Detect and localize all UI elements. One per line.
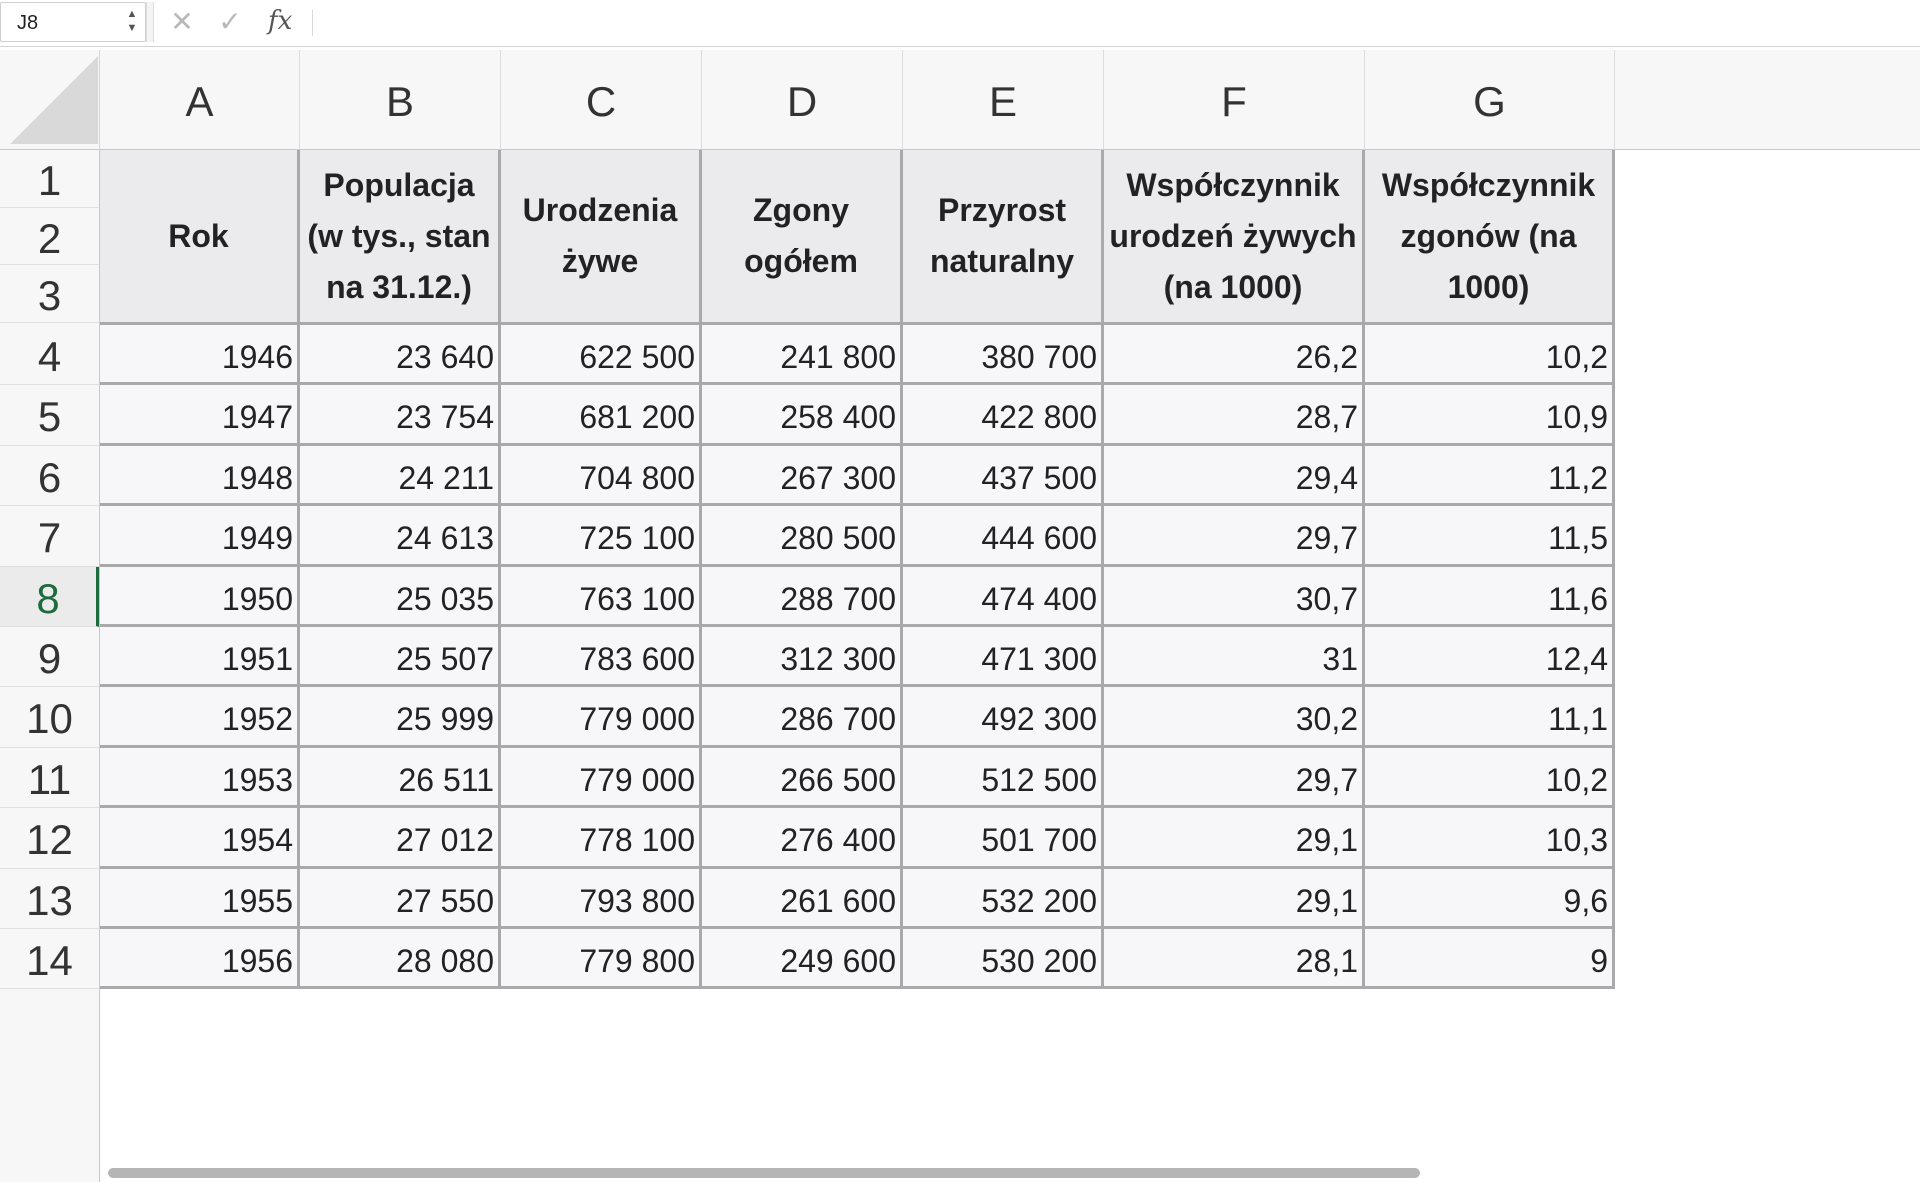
cell-e10[interactable]: 492 300: [903, 687, 1104, 747]
cell-c14[interactable]: 779 800: [501, 929, 702, 989]
name-box-stepper-icon[interactable]: ▲ ▼: [126, 8, 138, 34]
cell-b8[interactable]: 25 035: [300, 567, 501, 627]
cell-e8[interactable]: 474 400: [903, 567, 1104, 627]
cell-c6[interactable]: 704 800: [501, 446, 702, 506]
cell-b13[interactable]: 27 550: [300, 869, 501, 929]
cell-g7[interactable]: 11,5: [1365, 506, 1615, 566]
name-box[interactable]: [0, 2, 146, 42]
select-all-corner[interactable]: [0, 50, 100, 150]
cell-g5[interactable]: 10,9: [1365, 385, 1615, 445]
cell-f5[interactable]: 28,7: [1104, 385, 1365, 445]
row-header-8[interactable]: 8: [0, 567, 99, 627]
spreadsheet-grid: [0, 50, 1920, 1182]
row-header-4[interactable]: 4: [0, 325, 99, 385]
cell-f8[interactable]: 30,7: [1104, 567, 1365, 627]
row-header-11[interactable]: 11: [0, 748, 99, 808]
cell-a6[interactable]: 1948: [100, 446, 300, 506]
name-box-value: J8: [17, 12, 39, 34]
row-header-12[interactable]: 12: [0, 808, 99, 868]
header-cell-g[interactable]: Współczynnik zgonów (na 1000): [1365, 150, 1615, 325]
cancel-icon[interactable]: ✕: [170, 6, 194, 37]
cell-b9[interactable]: 25 507: [300, 627, 501, 687]
cell-c5[interactable]: 681 200: [501, 385, 702, 445]
cell-f12[interactable]: 29,1: [1104, 808, 1365, 868]
formula-bar-separator: [312, 10, 313, 36]
cell-c8[interactable]: 763 100: [501, 567, 702, 627]
cell-b11[interactable]: 26 511: [300, 748, 501, 808]
cell-b6[interactable]: 24 211: [300, 446, 501, 506]
column-header-a[interactable]: A: [100, 50, 300, 149]
cell-e11[interactable]: 512 500: [903, 748, 1104, 808]
formula-input[interactable]: [320, 4, 1920, 42]
cell-b4[interactable]: 23 640: [300, 325, 501, 385]
cell-d9[interactable]: 312 300: [702, 627, 903, 687]
cell-d8[interactable]: 288 700: [702, 567, 903, 627]
column-header-f[interactable]: F: [1104, 50, 1365, 149]
select-all-triangle-icon: [10, 56, 98, 144]
cell-a8[interactable]: 1950: [100, 567, 300, 627]
row-header-14[interactable]: 14: [0, 929, 99, 989]
cell-d14[interactable]: 249 600: [702, 929, 903, 989]
row-header-3[interactable]: 3: [0, 265, 99, 323]
column-header-e[interactable]: E: [903, 50, 1104, 149]
cell-f13[interactable]: 29,1: [1104, 869, 1365, 929]
cell-a11[interactable]: 1953: [100, 748, 300, 808]
column-header-d[interactable]: D: [702, 50, 903, 149]
cell-d13[interactable]: 261 600: [702, 869, 903, 929]
cell-e9[interactable]: 471 300: [903, 627, 1104, 687]
cell-d4[interactable]: 241 800: [702, 325, 903, 385]
cell-g9[interactable]: 12,4: [1365, 627, 1615, 687]
cell-d11[interactable]: 266 500: [702, 748, 903, 808]
cell-f4[interactable]: 26,2: [1104, 325, 1365, 385]
row-header-5[interactable]: 5: [0, 385, 99, 445]
cell-c10[interactable]: 779 000: [501, 687, 702, 747]
cell-e13[interactable]: 532 200: [903, 869, 1104, 929]
cell-a10[interactable]: 1952: [100, 687, 300, 747]
row-header-1[interactable]: 1: [0, 150, 99, 208]
cell-a4[interactable]: 1946: [100, 325, 300, 385]
cell-f7[interactable]: 29,7: [1104, 506, 1365, 566]
cell-a13[interactable]: 1955: [100, 869, 300, 929]
cell-g12[interactable]: 10,3: [1365, 808, 1615, 868]
cell-e14[interactable]: 530 200: [903, 929, 1104, 989]
cell-g8[interactable]: 11,6: [1365, 567, 1615, 627]
horizontal-scrollbar[interactable]: [108, 1168, 1420, 1178]
row-headers: [0, 150, 100, 1182]
row-header-13[interactable]: 13: [0, 869, 99, 929]
cell-g6[interactable]: 11,2: [1365, 446, 1615, 506]
cell-g11[interactable]: 10,2: [1365, 748, 1615, 808]
cell-f11[interactable]: 29,7: [1104, 748, 1365, 808]
cell-g13[interactable]: 9,6: [1365, 869, 1615, 929]
cell-d6[interactable]: 267 300: [702, 446, 903, 506]
cell-d5[interactable]: 258 400: [702, 385, 903, 445]
column-header-b[interactable]: B: [300, 50, 501, 149]
cell-a14[interactable]: 1956: [100, 929, 300, 989]
cell-b10[interactable]: 25 999: [300, 687, 501, 747]
cell-e7[interactable]: 444 600: [903, 506, 1104, 566]
cell-e4[interactable]: 380 700: [903, 325, 1104, 385]
cell-f6[interactable]: 29,4: [1104, 446, 1365, 506]
column-header-c[interactable]: C: [501, 50, 702, 149]
formula-bar-divider[interactable]: [146, 2, 154, 42]
header-cell-d[interactable]: Zgony ogółem: [702, 150, 903, 325]
header-cell-e[interactable]: Przyrost naturalny: [903, 150, 1104, 325]
cell-f14[interactable]: 28,1: [1104, 929, 1365, 989]
cell-a5[interactable]: 1947: [100, 385, 300, 445]
cell-g14[interactable]: 9: [1365, 929, 1615, 989]
enter-check-icon[interactable]: ✓: [218, 6, 242, 37]
header-cell-a[interactable]: Rok: [100, 150, 300, 325]
cell-a9[interactable]: 1951: [100, 627, 300, 687]
cell-a7[interactable]: 1949: [100, 506, 300, 566]
cell-e6[interactable]: 437 500: [903, 446, 1104, 506]
cell-a12[interactable]: 1954: [100, 808, 300, 868]
row-header-10[interactable]: 10: [0, 687, 99, 747]
cell-c13[interactable]: 793 800: [501, 869, 702, 929]
row-header-2[interactable]: 2: [0, 208, 99, 265]
header-cell-b[interactable]: Populacja (w tys., stan na 31.12.): [300, 150, 501, 325]
cell-c4[interactable]: 622 500: [501, 325, 702, 385]
cell-e12[interactable]: 501 700: [903, 808, 1104, 868]
row-header-9[interactable]: 9: [0, 627, 99, 687]
cell-g10[interactable]: 11,1: [1365, 687, 1615, 747]
cell-d7[interactable]: 280 500: [702, 506, 903, 566]
cell-grid: [100, 150, 1920, 1182]
column-header-g[interactable]: G: [1365, 50, 1615, 149]
cell-f9[interactable]: 31: [1104, 627, 1365, 687]
cell-c12[interactable]: 778 100: [501, 808, 702, 868]
cell-d10[interactable]: 286 700: [702, 687, 903, 747]
row-header-6[interactable]: 6: [0, 446, 99, 506]
cell-d12[interactable]: 276 400: [702, 808, 903, 868]
header-cell-f[interactable]: Współczynnik urodzeń żywych (na 1000): [1104, 150, 1365, 325]
cell-g4[interactable]: 10,2: [1365, 325, 1615, 385]
cell-b7[interactable]: 24 613: [300, 506, 501, 566]
column-headers: [100, 50, 1920, 150]
cell-c9[interactable]: 783 600: [501, 627, 702, 687]
cell-b14[interactable]: 28 080: [300, 929, 501, 989]
formula-bar: [0, 0, 1920, 47]
cell-e5[interactable]: 422 800: [903, 385, 1104, 445]
cell-b12[interactable]: 27 012: [300, 808, 501, 868]
cell-b5[interactable]: 23 754: [300, 385, 501, 445]
header-cell-c[interactable]: Urodzenia żywe: [501, 150, 702, 325]
cell-f10[interactable]: 30,2: [1104, 687, 1365, 747]
cell-c7[interactable]: 725 100: [501, 506, 702, 566]
cell-c11[interactable]: 779 000: [501, 748, 702, 808]
insert-function-icon[interactable]: fx: [268, 6, 293, 36]
row-header-7[interactable]: 7: [0, 506, 99, 566]
